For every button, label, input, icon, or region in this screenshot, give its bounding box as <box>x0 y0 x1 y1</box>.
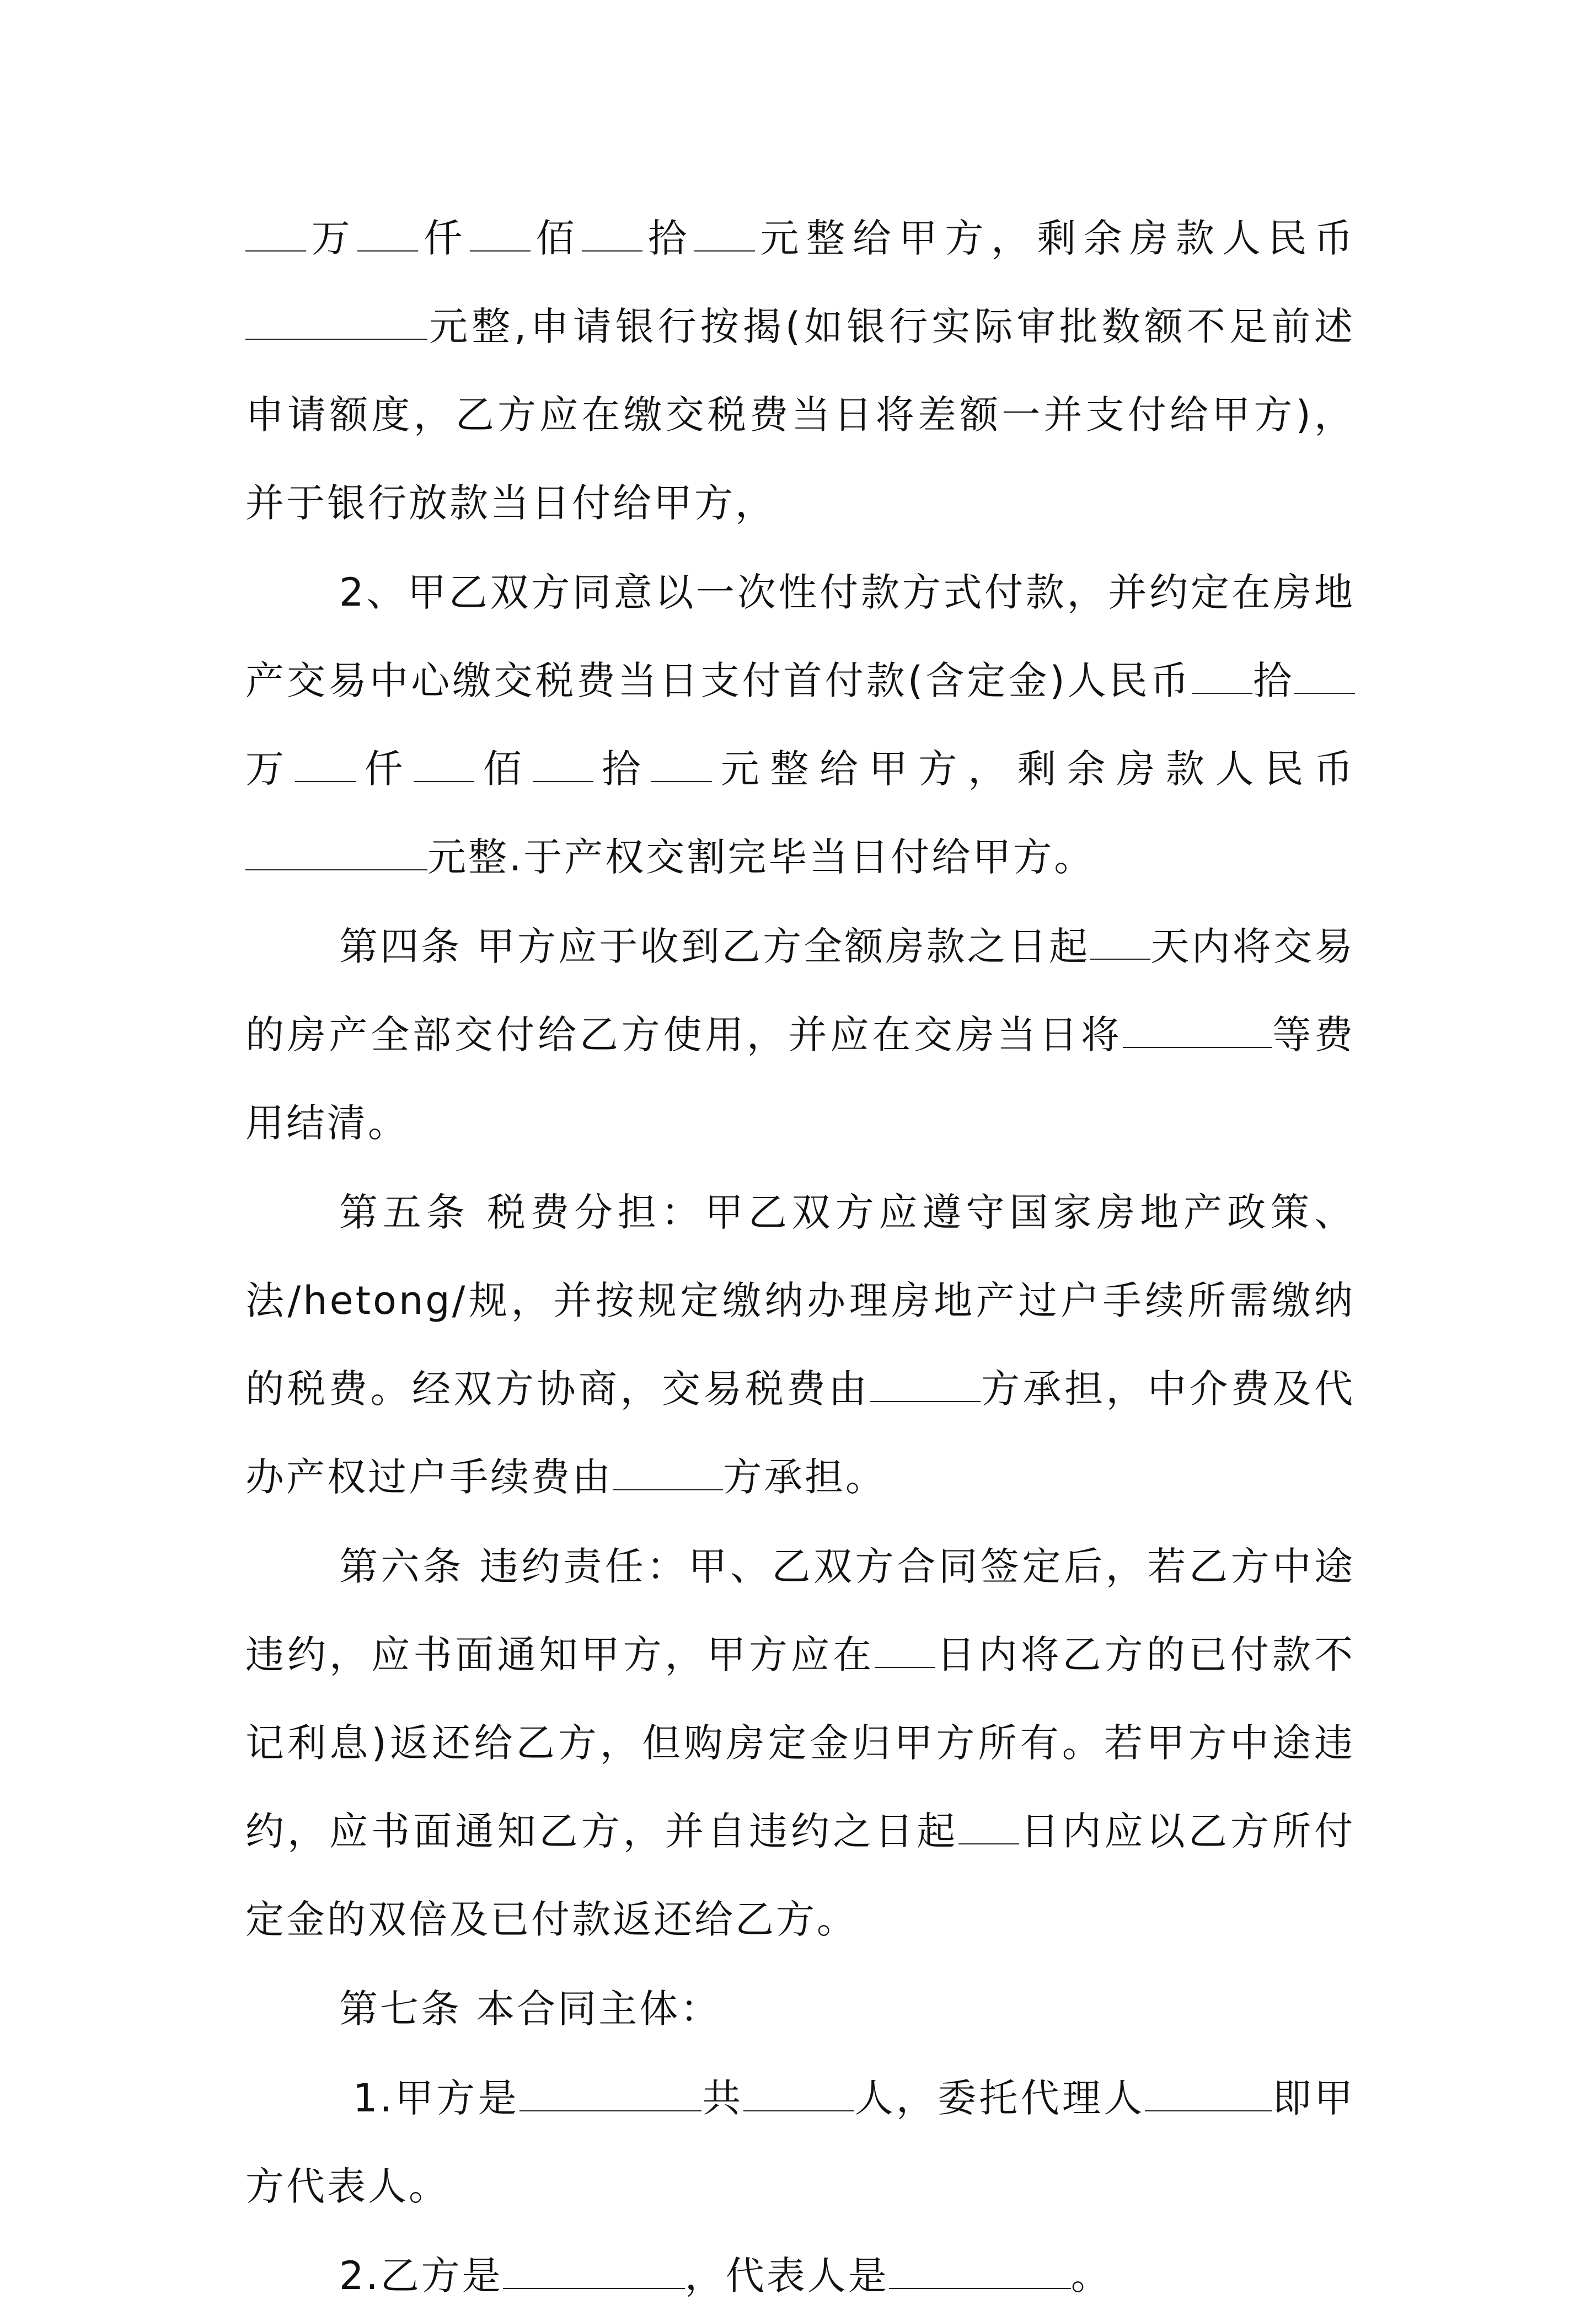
paragraph-article-four <box>245 902 1355 1167</box>
blank-field <box>651 749 712 782</box>
paragraph-payment-loan <box>245 194 1355 547</box>
text-segment: 拾 <box>1252 658 1294 703</box>
text-segment: 元整给甲方，剩余房款人民币 <box>711 746 1356 792</box>
blank-field <box>503 2256 685 2289</box>
text-segment: 2、甲乙双方同意以一次性付款方式付款，并约定在房地产交易中心缴交税费当日支付首付款(含定金)人民币 <box>245 570 1355 703</box>
text-segment: 拾 <box>593 746 651 792</box>
text-segment: 万 <box>245 746 295 792</box>
text-segment: 元整.于产权交割完毕当日付给甲方。 <box>427 835 1095 880</box>
blank-field <box>533 749 593 782</box>
blank-field <box>519 2078 701 2111</box>
blank-field <box>582 218 642 252</box>
text-segment: 方承担，中介费及代办产权过户手续费由 <box>245 1366 1355 1500</box>
blank-field <box>1145 2078 1272 2111</box>
blank-field <box>245 837 427 870</box>
blank-field <box>245 307 427 340</box>
text-segment: 第四条 甲方应于收到乙方全额房款之日起 <box>339 924 1090 969</box>
text-segment: 万 <box>306 216 358 261</box>
blank-field <box>245 218 306 252</box>
paragraph-article-seven-heading <box>245 1965 1355 2053</box>
text-segment: 共 <box>701 2076 744 2121</box>
text-segment: 即甲方代表人。 <box>245 2076 1356 2209</box>
text-segment: 仟 <box>355 746 414 792</box>
text-segment: 日内将乙方的已付款不记利息)返还给乙方，但购房定金归甲方所有。若甲方中途违约，应书面通知乙方，并自违约之日起 <box>245 1632 1356 1854</box>
blank-field <box>870 1369 981 1402</box>
text-segment: ，代表人是 <box>684 2253 889 2298</box>
text-segment: 币 <box>1314 216 1356 261</box>
blank-field <box>470 218 531 252</box>
text-segment: 日内应以乙方所付定金的双倍及已付款返还给乙方。 <box>245 1809 1355 1942</box>
blank-field <box>1192 661 1252 694</box>
text-segment: 方承担。 <box>723 1454 886 1500</box>
text-segment: 第六条 违约责任：甲、乙双方合同签定后，若乙方中途违约，应书面通知甲方，甲方应在 <box>245 1544 1355 1677</box>
text-segment: 1.甲方是 <box>353 2076 519 2121</box>
text-segment: 仟 <box>418 216 470 261</box>
blank-field <box>1294 661 1355 694</box>
paragraph-party-b <box>245 2232 1355 2320</box>
blank-field <box>875 1635 935 1668</box>
text-segment: 。 <box>1070 2253 1112 2298</box>
blank-field <box>295 749 356 782</box>
paragraph-article-six <box>245 1522 1355 1964</box>
blank-field <box>1123 1015 1272 1048</box>
blank-field <box>414 749 474 782</box>
text-segment: 等费用结清。 <box>245 1012 1356 1146</box>
blank-field <box>958 1811 1019 1844</box>
text-segment: 人，委托代理人 <box>854 2076 1145 2121</box>
text-segment: 第五条 税费分担：甲乙双方应遵守国家房地产政策、法/hetong/规，并按规定缴纳办理房地产过户手续所需缴纳的税费。经双方协商，交易税费由 <box>245 1190 1355 1411</box>
blank-field <box>889 2256 1071 2289</box>
text-segment: 元整给甲方，剩余房款人民 <box>754 216 1315 261</box>
blank-field <box>613 1457 723 1490</box>
text-segment: 第七条 本合同主体： <box>339 1986 721 2031</box>
text-segment: 佰 <box>474 746 533 792</box>
blank-field <box>1090 927 1150 960</box>
text-segment: 拾 <box>642 216 694 261</box>
text-segment: 佰 <box>530 216 582 261</box>
text-segment: 2.乙方是 <box>339 2253 503 2298</box>
text-segment: 天内将交易的房产全部交付给乙方使用，并应在交房当日将 <box>245 924 1355 1057</box>
paragraph-article-five <box>245 1168 1355 1521</box>
paragraph-party-a <box>245 2054 1355 2231</box>
blank-field <box>357 218 418 252</box>
text-segment: 元整,申请银行按揭(如银行实际审批数额不足前述申请额度，乙方应在缴交税费当日将差额一并支付给甲方)，并于银行放款当日付给甲方， <box>245 304 1355 526</box>
blank-field <box>743 2078 854 2111</box>
blank-field <box>694 218 755 252</box>
paragraph-lump-sum-payment <box>245 548 1355 901</box>
document-page <box>245 194 1355 2321</box>
